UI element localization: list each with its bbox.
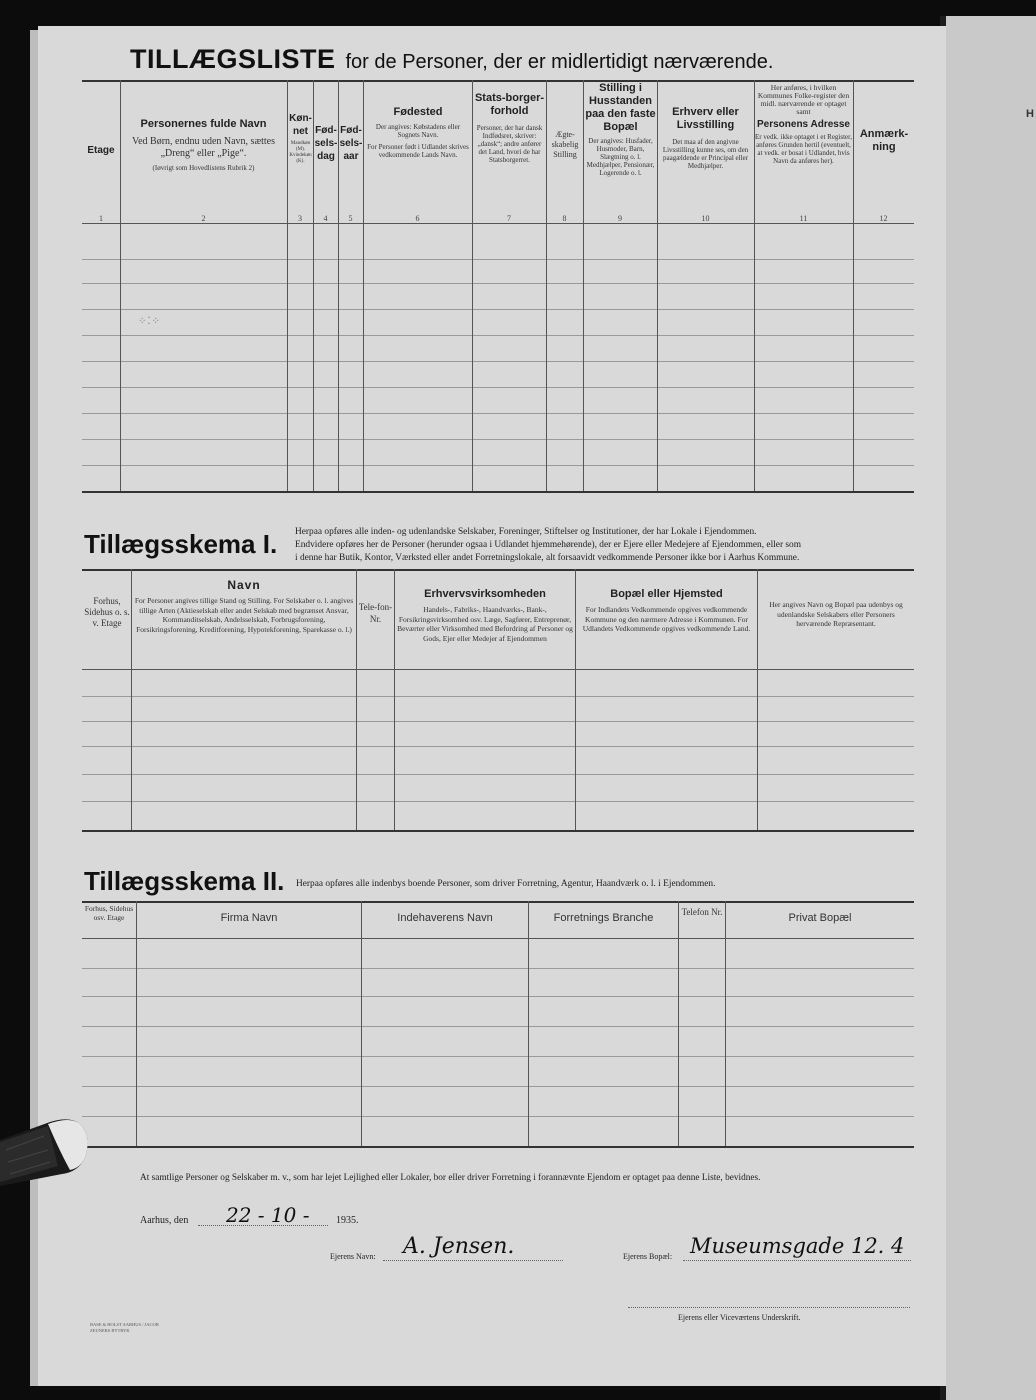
col-num: 11: [799, 214, 808, 223]
adjacent-page: [946, 16, 1036, 1400]
declaration-text: At samtlige Personer og Selskaber m. v., som har lejet Lejlighed eller Lokaler, bor eller driver Forretning i forannævnte Ejendom er optaget paa denne Liste, bevidnes.: [140, 1173, 761, 1183]
col-etage-header: Etage: [87, 145, 115, 156]
col-citizenship-header: Stats-borger-forhold Personer, der har dansk Indfødsret, skriver: „dansk“; andre anfører det Land, hvori de har Statsborgerret.: [474, 92, 545, 164]
ink-smudge: ⁘⁚⁘: [138, 316, 161, 327]
col-household-header: Stilling i Husstanden paa den faste Bopæl Der angives: Husfader, Husmoder, Barn, Slægtning o. l. Medhjælper, Pensionær, Logerende o. l.: [585, 82, 656, 177]
col-num: 8: [562, 214, 567, 223]
printer-mark: BASE & HOLST AARHUS / JACOB ZEUNERS BYTRYK: [90, 1322, 159, 1333]
col-birthplace-header: Fødested Der angives: Købstadens eller Sognets Navn. For Personer født i Udlandet skrives vedkommende Lands Navn.: [367, 106, 469, 159]
col-num: 6: [415, 214, 420, 223]
col-num: 3: [298, 214, 302, 223]
skema1-col-erhverv: Erhvervsvirksomheden Handels-, Fabriks-, Haandværks-, Bank-, Forsikringsvirksomhed osv. Læge, Sagfører, Entreprenør, Beværter eller Virksomhed med Befordring af Personer og Gods, Ejer eller Medejer af Ejendommen: [397, 588, 573, 643]
skema2-col-etage: Forhus, Sidehus osv. Etage: [84, 904, 134, 922]
col-num: 5: [348, 214, 353, 223]
col-num: 10: [701, 214, 710, 223]
skema2-col-branche: Forretnings Branche: [553, 912, 654, 924]
skema2-title: Tillægsskema II.: [84, 866, 285, 896]
place-label: Aarhus, den: [140, 1215, 189, 1226]
skema1-col-repr: Her angives Navn og Bopæl paa udenbys og udenlandske Selskabers eller Personers herværende Repræsentant.: [769, 600, 903, 628]
col-num: 4: [323, 214, 328, 223]
col-num: 2: [201, 214, 206, 223]
skema2-col-indehaver: Indehaverens Navn: [397, 912, 493, 924]
skema2-intro: Herpaa opføres alle indenbys boende Personer, som driver Forretning, Agentur, Haandværk o. l. i Ejendommen.: [296, 879, 716, 889]
col-gender-header: Køn-net Mandkøn (M). Kvindekøn (K).: [289, 113, 312, 164]
col-remarks-header: Anmærk-ning: [859, 128, 909, 153]
skema2-col-firma: Firma Navn: [220, 912, 278, 924]
title-rest: for de Personer, der er midlertidigt nærværende.: [345, 51, 774, 73]
skema1-col-telefon: Tele-fon-Nr.: [358, 602, 393, 624]
page-title: [130, 44, 773, 75]
skema1-col-navn: Navn For Personer angives tillige Stand og Stilling. For Selskaber o. l. angives tillige Arten (Aktieselskab eller andet Selskab med begrænset Ansvar, Kommanditselskab, Andelsselskab, Forbrugsforening, Forsikringsforening, Kreditforening, Hypotekforening, Sparekasse o. l.): [134, 578, 354, 634]
binding-clip: [0, 1112, 95, 1192]
col-marital-header: Ægte-skabelig Stilling: [551, 130, 579, 159]
title-main: TILLÆGSLISTE: [130, 44, 336, 74]
adjacent-page-fragment: H: [1026, 108, 1034, 120]
col-birthday-header: Fød-sels-dag: [314, 125, 338, 162]
col-num: 7: [507, 214, 511, 223]
skema1-col-bopael: Bopæl eller Hjemsted For Indlandets Vedkommende opgives vedkommende Kommune og den nærmere Adresse i Kommunen. For Udlandets Vedkommende opgives vedkommende Land.: [582, 588, 751, 633]
col-birthyear-header: Fød-sels-aar: [339, 125, 363, 162]
signature-label: Ejerens eller Viceværtens Underskrift.: [678, 1313, 801, 1322]
owner-name-handwritten: A. Jensen.: [403, 1234, 515, 1259]
col-name-header: Personernes fulde Navn Ved Børn, endnu uden Navn, sættes „Dreng“ eller „Pige“. (Iøvrigt som Hovedlistens Rubrik 2): [131, 118, 276, 172]
skema1-col-etage: Forhus, Sidehus o. s. v. Etage: [84, 596, 130, 628]
col-occupation-header: Erhverv eller Livsstilling Det maa af den angivne Livsstilling kunne ses, om den paagældende er Principal eller Medhjælper.: [662, 106, 749, 170]
form-page: [38, 26, 946, 1386]
owner-address-handwritten: Museumsgade 12. 4: [690, 1234, 905, 1258]
date-handwritten: 22 - 10 -: [226, 1203, 310, 1227]
owner-address-label: Ejerens Bopæl:: [623, 1252, 673, 1261]
col-address-header: Her anføres, i hvilken Kommunes Folke-register den midl. nærværende er optaget samt Personens Adresse Er vedk. ikke optaget i et Register, anføres Grunden hertil (eventuelt, at vedk. er bosat i Udlandet, hvis Navn da anføres her).: [755, 83, 852, 165]
col-num: 9: [618, 214, 622, 223]
col-num: 1: [99, 214, 103, 223]
year-label: 1935.: [336, 1215, 359, 1226]
owner-name-label: Ejerens Navn:: [330, 1252, 376, 1261]
skema2-col-telefon: Telefon Nr.: [681, 907, 723, 917]
skema2-col-bopael: Privat Bopæl: [788, 912, 852, 924]
skema1-title: Tillægsskema I.: [84, 529, 278, 559]
col-num: 12: [879, 214, 888, 223]
skema1-intro: Herpaa opføres alle inden- og udenlandske Selskaber, Foreninger, Stiftelser og Institutioner, der har Lokale i Ejendommen. Endvidere opføres her de Personer (herunder ogsaa i Udlandet hjemmehørende), der er Ejere eller Medejere af Ejendommen, eller som i denne har Butik, Kontor, Værksted eller andet Forretningslokale, alt forsaavidt vedkommende Personer ikke bor i Aarhus Kommune.: [295, 527, 802, 563]
